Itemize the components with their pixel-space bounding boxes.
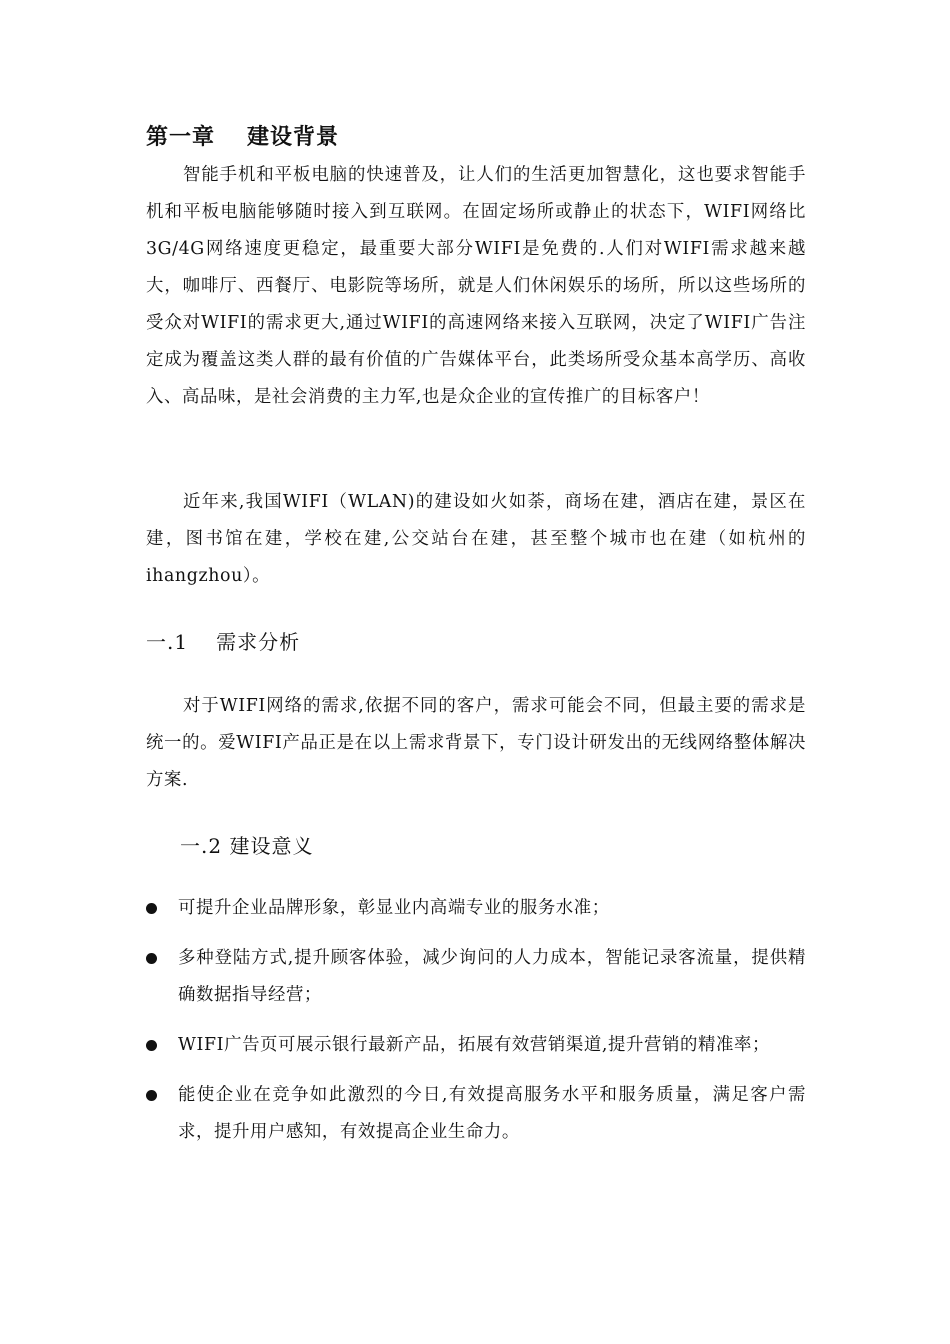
intro-paragraph: 智能手机和平板电脑的快速普及，让人们的生活更加智慧化，这也要求智能手机和平板电脑能够随时接入到互联网。在固定场所或静止的状态下，WIFI网络比3G/4G网络速度更稳定，最重要大部分WIFI是免费的.人们对WIFI需求越来越大，咖啡厅、西餐厅、电影院等场所，就是人们休闲娱乐的场所，所以这些场所的受众对WIFI的需求更大,通过WIFI的高速网络来接入互联网，决定了WIFI广告注定成为覆盖这类人群的最有价值的广告媒体平台，此类场所受众基本高学历、高收入、高品味，是社会消费的主力军,也是众企业的宣传推广的目标客户！ xyxy=(146,165,806,407)
chapter-heading xyxy=(146,120,339,151)
significance-list xyxy=(146,890,806,1164)
section-number: 一.1 xyxy=(146,630,189,654)
list-item xyxy=(146,1077,806,1151)
section-heading-significance: 一.2 建设意义 xyxy=(180,834,314,858)
recent-paragraph: 近年来,我国WIFI（WLAN)的建设如火如荼，商场在建，酒店在建，景区在建，图书馆在建，学校在建,公交站台在建，甚至整个城市也在建（如杭州的ihangzhou）。 xyxy=(146,492,806,586)
list-item-text: WIFI广告页可展示银行最新产品，拓展有效营销渠道,提升营销的精准率； xyxy=(178,1035,770,1055)
list-item-text: 可提升企业品牌形象，彰显业内高端专业的服务水准； xyxy=(178,898,610,918)
section-title: 需求分析 xyxy=(216,630,301,654)
list-item xyxy=(146,1027,806,1064)
list-item xyxy=(146,890,806,927)
bullet-icon xyxy=(146,903,157,914)
list-item-text: 多种登陆方式,提升顾客体验，减少询问的人力成本，智能记录客流量，提供精确数据指导经营； xyxy=(178,948,806,1005)
section-heading-demand xyxy=(146,626,300,655)
list-item-text: 能使企业在竞争如此激烈的今日,有效提高服务水平和服务质量，满足客户需求，提升用户感知，有效提高企业生命力。 xyxy=(178,1085,806,1142)
list-item xyxy=(146,940,806,1014)
bullet-icon xyxy=(146,1040,157,1051)
bullet-icon xyxy=(146,1090,157,1101)
bullet-icon xyxy=(146,953,157,964)
chapter-number: 第一章 xyxy=(146,124,216,150)
demand-paragraph: 对于WIFI网络的需求,依据不同的客户，需求可能会不同，但最主要的需求是统一的。爱WIFI产品正是在以上需求背景下，专门设计研发出的无线网络整体解决方案. xyxy=(146,696,806,790)
chapter-title: 建设背景 xyxy=(247,124,340,150)
